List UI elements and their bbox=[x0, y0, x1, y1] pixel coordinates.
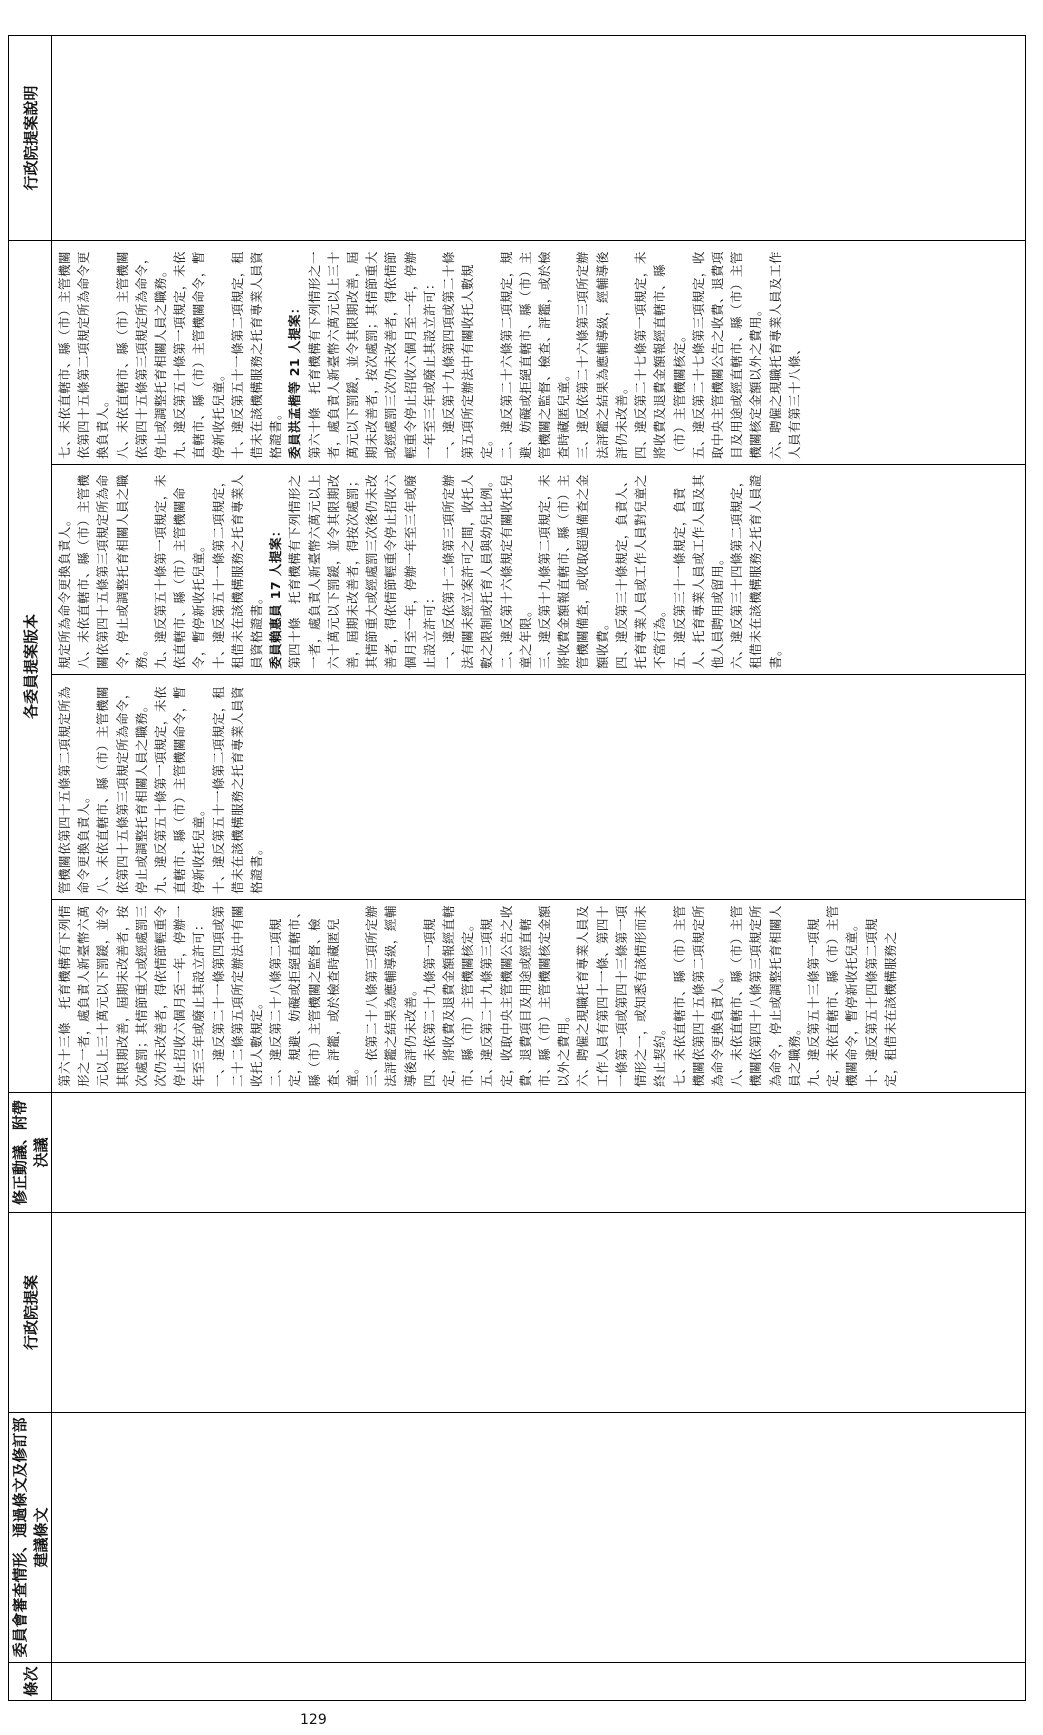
header-amendment: 修正動議、附帶決議 bbox=[9, 1093, 52, 1213]
exec-draft-cell bbox=[52, 1213, 1026, 1413]
member-proposal-text bbox=[52, 465, 788, 674]
exec-note-cell bbox=[52, 35, 1026, 240]
member-proposal-text: 管機關依第四十五條第二項規定所為命令更換負責人。 八、未依直轄市、縣（市）主管機關依第四十五條第三項規定所為命令，停止或調整托育相關人員之職務。 九、違反第五十條第一項規定，未依直轄市、縣（市）主管機關命令，暫停新收托兒童。 十、違反第五十一條第二項規定，租借未在該機構服務之托育專業人員資格證書。 bbox=[57, 686, 265, 894]
member-proposal-col-2 bbox=[52, 675, 1026, 900]
amendment-cell bbox=[52, 1093, 1026, 1213]
header-member-proposals: 各委員提案版本 bbox=[9, 240, 52, 1092]
header-exec-note: 行政院提案說明 bbox=[9, 35, 52, 240]
member-proposal-col-3 bbox=[52, 465, 1026, 675]
proposer-label: 委員洪孟楷等 21 人提案： bbox=[287, 301, 303, 459]
proposal-text-part: 第六十條 托育機構有下列情形之一者，處負責人新臺幣六萬元以上三十萬元以下罰鍰，並令其限期改善，屆期未改善者，按次處罰；其情節重大或經處罰三次仍未改善者，得依情節輕重令停止招收六個月至一年，停辦一年至三年或廢止其設立許可： 一、違反第十九條第四項或第二十條第五項所定辦法中有關收托人數規定。 二、違反第二十六條第二項規定，規避、妨礙或拒絕直轄市、縣（市）主管機關之監督、檢查、評鑑，或於檢查時藏匿兒童。 三、違反依第二十六條第三項所定辦法評鑑之結果為應輔導級，經輔導後評仍未改善。 四、違反第二十七條第一項規定，未將收費及退費金額報經直轄市、縣（市）主管機關核定。 五、違反第二十七條第三項規定，收取中央主管機關公告之收費、退費項目及用途或經直轄市、縣（市）主管機關核定金額以外之費用。 六、聘僱之現職托育專業人員及工作人員有第三十八條、 bbox=[306, 251, 802, 459]
comparison-table bbox=[8, 35, 1026, 1701]
proposer-label: 委員賴惠員 17 人提案： bbox=[268, 524, 284, 669]
committee-cell bbox=[52, 1413, 1026, 1663]
header-committee: 委員會審查情形、通過條文及修訂部建議條文 bbox=[9, 1413, 52, 1663]
article-cell bbox=[52, 1663, 1026, 1701]
header-article: 條次 bbox=[9, 1663, 52, 1701]
proposal-text-part: 七、未依直轄市、縣（市）主管機關依第四十五條第二項規定所為命令更換負責人。 八、未依直轄市、縣（市）主管機關依第四十五條第三項規定所為命令，停止或調整托育相關人員之職務。 九、違反第五十條第一項規定，未依直轄市、縣（市）主管機關命令，暫停新收托兒童。 十、違反第五十一條第二項規定，租借未在該機構服務之托育專業人員資格證書。 bbox=[57, 251, 284, 459]
proposal-text-part: 第四十條 托育機構有下列情形之一者，處負責人新臺幣六萬元以上六十萬元以下罰鍰，並令其限期改善，屆期未改善者，得按次處罰；其情節重大或經處罰三次後仍未改善者，得依情節輕重令停止招收六個月至一年，停辦一年至三年或廢止設立許可： 一、違反依第十二條第三項所定辦法有關未經立案許可之間，收托人數之限制或托育人員與幼兒比例。 二、違反第十六條規定有關收托兒童之年限。 三、違反第十九條第二項規定，未將收費金額報直轄市、縣（市）主管機關備查，或收取超過備查之金額收費。 四、違反第三十條規定，負責人、托育專業人員或工作人員對兒童之不當行為。 五、違反第三十一條規定，負責人、托育專業人員或工作人員及其他人員聘用或留用。 六、違反第三十四條第二項規定，租借未在該機構服務之托育人員證書。 bbox=[287, 474, 783, 669]
member-proposal-text: 第六十三條 托育機構有下列情形之一者，處負責人新臺幣六萬元以上三十萬元以下罰鍰，並令其限期改善，屆期未改善者，按次處罰；其情節重大或經處罰三次仍未改善者，得依情節輕重令停止招收六個月至一年，停辦一年至三年或廢止其設立許可： 一、違反第二十一條第四項或第二十二條第五項所定辦法中有關收托人數規定。 二、違反第二十八條第二項規定，規避、妨礙或拒絕直轄市、縣（市）主管機關之監督、檢查、評鑑，或於檢查時藏匿兒童。 三、依第二十八條第三項所定辦法評鑑之結果為應輔導級，經輔導後評仍未改善。 四、未依第二十九條第一項規定，將收費及退費金額報經直轄市、縣（市）主管機關核定。 五、違反第二十九條第三項規定，收取中央主管機關公告之收費、退費項目及用途或經直轄市、縣（市）主管機關核定金額以外之費用。 六、聘僱之現職托育專業人員及工作人員有第四十一條、第四十一條第一項或第四十三條第一項情形之一，或知悉有該情形而未終止契約。 七、未依直轄市、縣（市）主管機關依第四十五條第二項規定所為命令更換負責人。 八、未依直轄市、縣（市）主管機關依第四十八條第三項規定所為命令，停止或調整托育相關人員之職務。 九、違反第五十三條第一項規定，未依直轄市、縣（市）主管機關命令，暫停新收托兒童。 十、違反第五十四條第二項規定，租借未在該機構服務之 bbox=[57, 905, 898, 1087]
page-number: 129 bbox=[300, 1712, 327, 1728]
proposal-text-part: 規定所為命令更換負責人。 八、未依直轄市、縣（市）主管機關依第四十五條第三項規定所為命令，停止或調整托育相關人員之職務。 九、違反第五十條第一項規定，未依直轄市、縣（市）主管機關命令，暫停新收托兒童。 十、違反第五十一條第二項規定，租借未在該機構服務之托育專業人員資格證書。 bbox=[57, 474, 265, 669]
member-proposal-text bbox=[52, 241, 807, 464]
member-proposal-col-1 bbox=[52, 900, 1026, 1093]
member-proposal-col-4 bbox=[52, 240, 1026, 464]
header-exec-draft: 行政院提案 bbox=[9, 1213, 52, 1413]
